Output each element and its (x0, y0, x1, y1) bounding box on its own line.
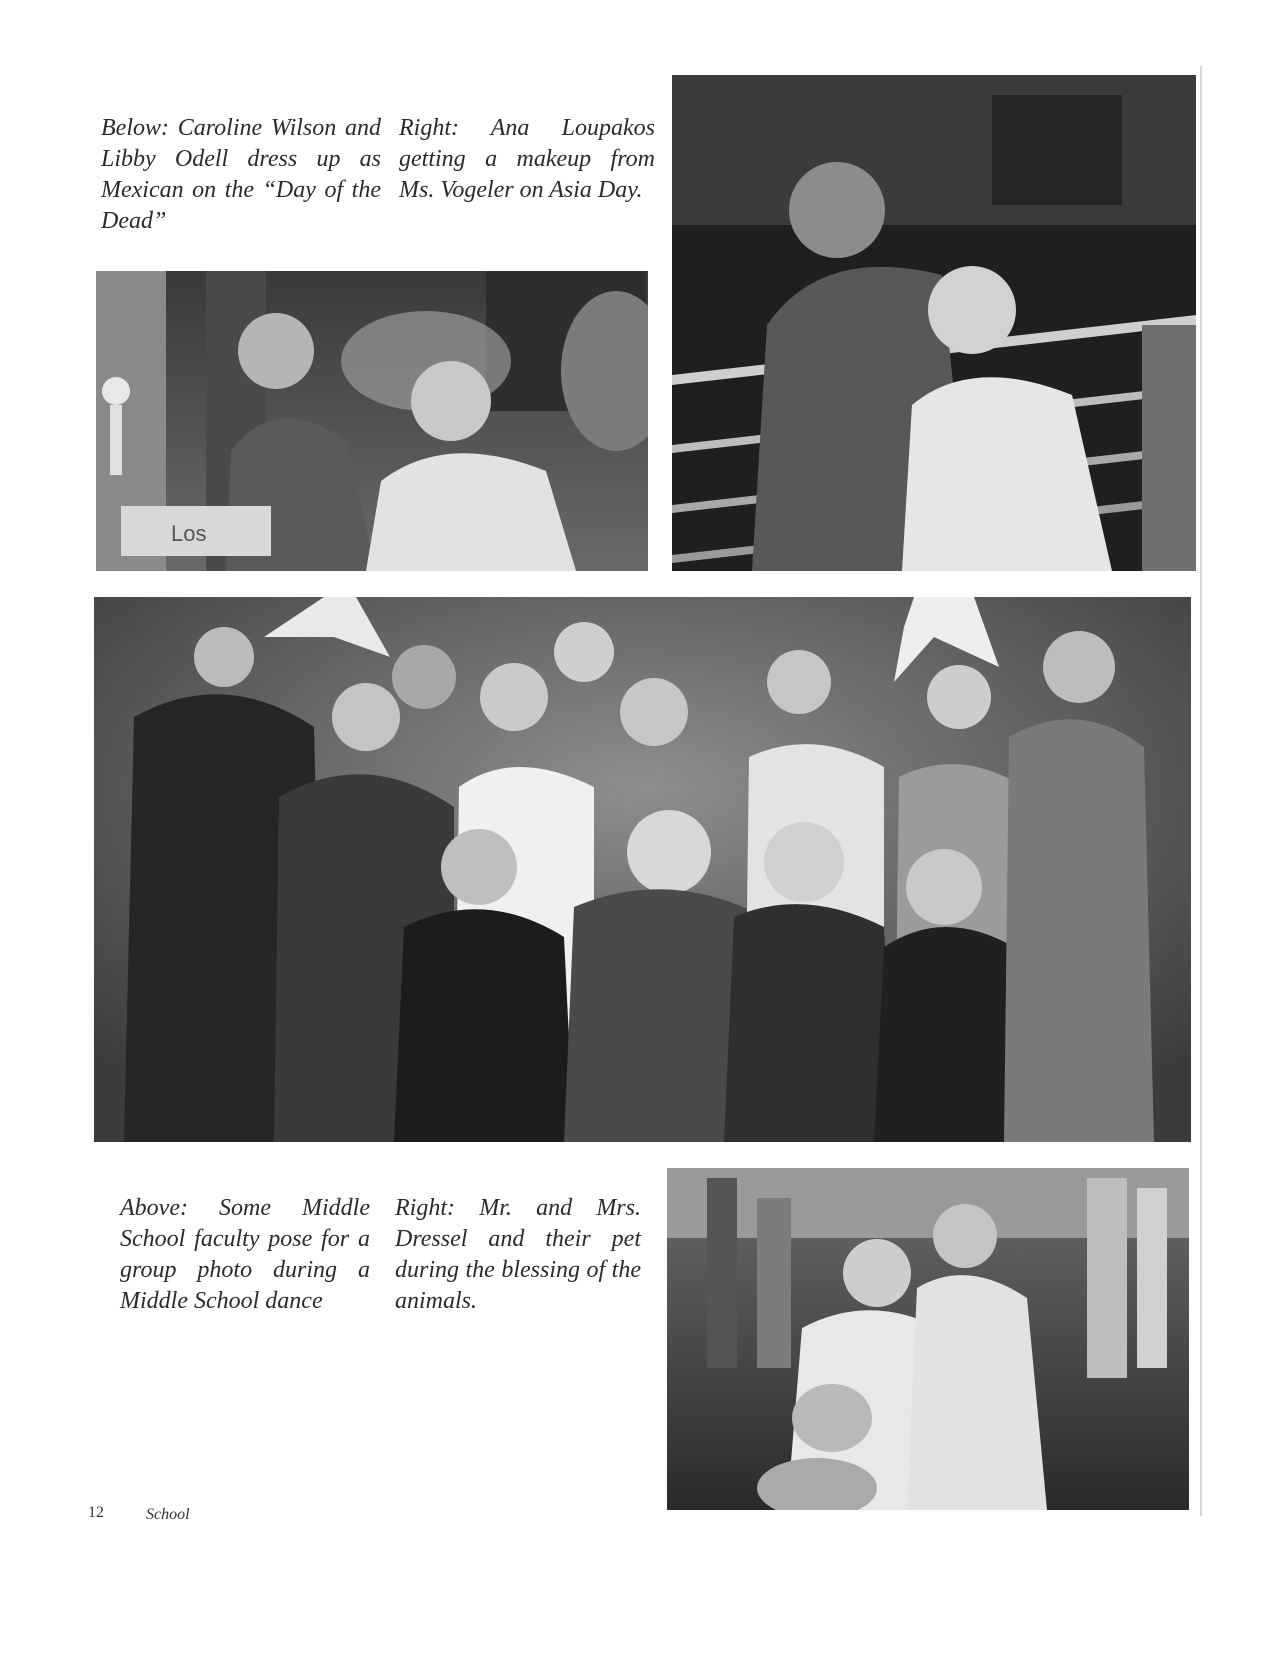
photo-faculty-group (94, 597, 1191, 1142)
section-name: School (146, 1506, 190, 1523)
photo-day-of-the-dead (96, 271, 648, 571)
page-number: 12 (88, 1504, 104, 1521)
caption-asia-day: Right: Ana Loupakos getting a makeup from Ms. Vogeler on Asia Day. (399, 115, 655, 203)
caption-blessing-of-animals: Right: Mr. and Mrs. Dressel and their pet during the blessing of the animals. (395, 1195, 641, 1314)
photo-sign-text: Los (171, 521, 207, 546)
caption-day-of-the-dead: Below: Caroline Wilson and Libby Odell dress up as Mexican on the “Day of the Dead” (101, 115, 381, 234)
page-edge-rule (1200, 66, 1202, 1516)
photo-blessing-of-animals (667, 1168, 1189, 1510)
caption-faculty-dance: Above: Some Middle School faculty pose for a group photo during a Middle School dance (120, 1195, 370, 1314)
photo-asia-day (672, 75, 1196, 571)
